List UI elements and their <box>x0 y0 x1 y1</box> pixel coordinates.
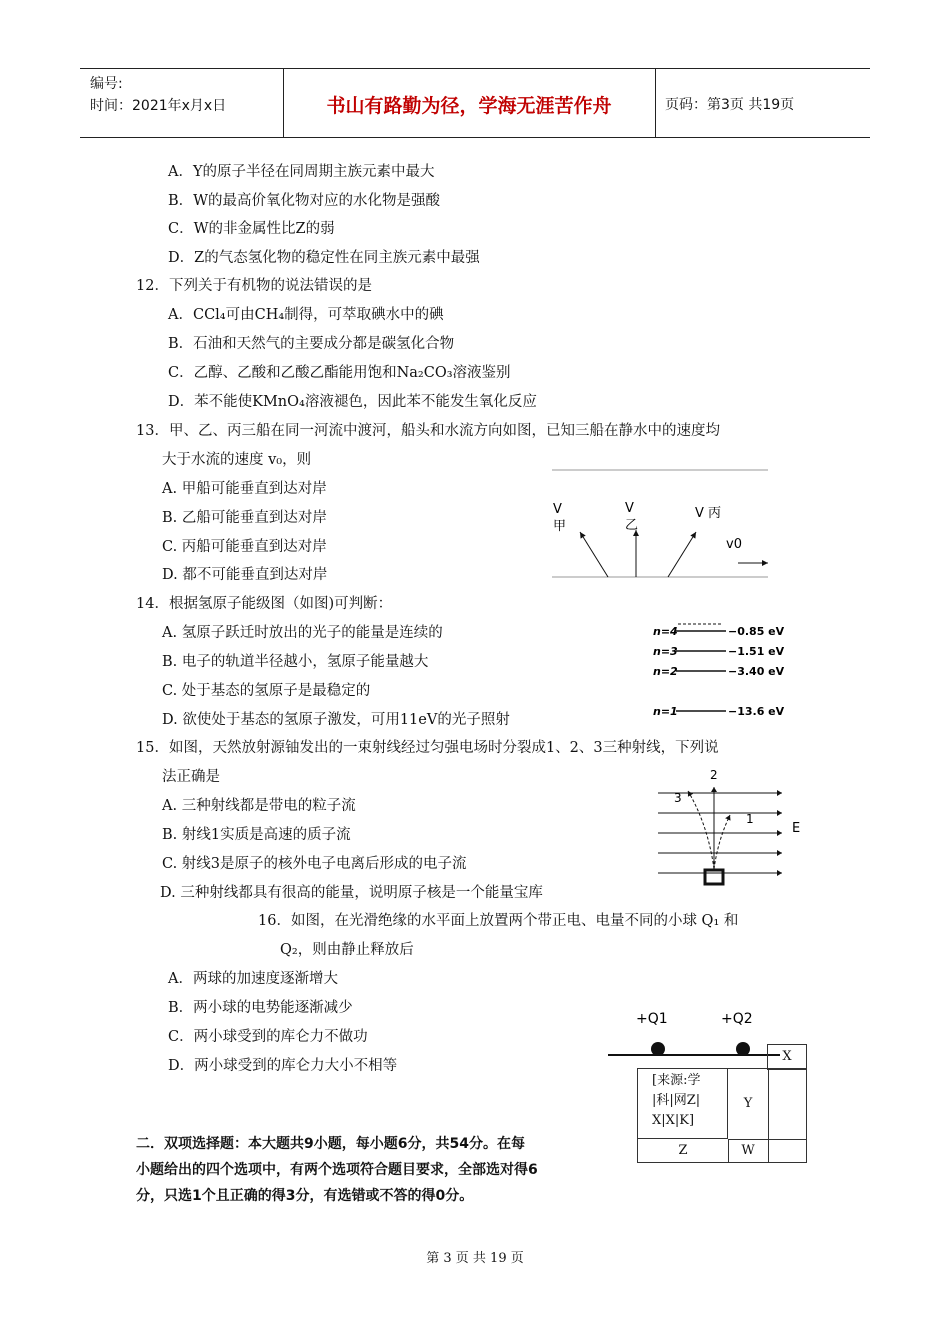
v-yi-label-bottom: 乙 <box>625 518 639 533</box>
q12-option-d: D．苯不能使KMnO₄溶液褪色，因此苯不能发生氧化反应 <box>168 394 537 410</box>
q15-option-a: A. 三种射线都是带电的粒子流 <box>162 798 356 814</box>
q11-option-c: C．W的非金属性比Z的弱 <box>168 221 335 237</box>
q11-option-b: B．W的最高价氧化物对应的水化物是强酸 <box>168 193 441 209</box>
q12-option-a: A．CCl₄可由CH₄制得，可萃取碘水中的碘 <box>168 307 444 323</box>
energy-level-diagram <box>650 615 790 725</box>
table-cell-w <box>728 1139 769 1162</box>
v-bing-label: V 丙 <box>695 506 722 521</box>
q13-option-b: B. 乙船可能垂直到达对岸 <box>162 510 327 526</box>
time-label: 时间：2021年x月x日 <box>90 98 227 114</box>
section2-line1: 二．双项选择题：本大题共9小题，每小题6分，共54分。在每 <box>136 1136 525 1152</box>
ray-1-label: 1 <box>746 812 754 826</box>
v0-label: v0 <box>726 537 742 552</box>
q12-stem: 12．下列关于有机物的说法错误的是 <box>136 278 372 294</box>
q15-stem-line1: 15．如图，天然放射源铀发出的一束射线经过匀强电场时分裂成1、2、3三种射线，下列说 <box>136 740 719 756</box>
field-e-label: E <box>792 821 801 836</box>
q14-option-c: C. 处于基态的氢原子是最稳定的 <box>162 683 371 699</box>
cell-x-text: X <box>782 1049 792 1064</box>
radiation-source-box <box>705 870 723 884</box>
v-jia-label-top: V <box>553 502 562 517</box>
q13-option-c: C. 丙船可能垂直到达对岸 <box>162 539 327 555</box>
q16-option-d: D．两小球受到的库仑力大小不相等 <box>168 1058 398 1074</box>
q14-option-d: D. 欲使处于基态的氢原子激发，可用11eV的光子照射 <box>162 712 510 728</box>
level-energy-label: −1.51 eV <box>728 645 785 658</box>
level-n-label: n=2 <box>653 665 678 678</box>
q2-ball <box>736 1042 750 1056</box>
source-note-line: X|X|K] <box>652 1113 695 1128</box>
header-motto: 书山有路勤为径，学海无涯苦作舟 <box>326 95 612 117</box>
level-energy-label: −13.6 eV <box>728 705 785 718</box>
q15-option-d: D. 三种射线都具有很高的能量，说明原子核是一个能量宝库 <box>160 885 543 901</box>
level-energy-label: −0.85 eV <box>728 625 785 638</box>
code-label: 编号: <box>90 76 123 92</box>
q16-stem-line1: 16．如图，在光滑绝缘的水平面上放置两个带正电、电量不同的小球 Q₁ 和 <box>258 913 739 929</box>
q1-label: +Q1 <box>636 1011 668 1027</box>
header-divider <box>655 69 656 137</box>
header-page-info: 页码：第3页 共19页 <box>665 97 795 113</box>
level-energy-label: −3.40 eV <box>728 665 785 678</box>
charges-figure <box>600 1005 790 1065</box>
ray-2-label: 2 <box>710 768 718 782</box>
ray-1-path <box>714 815 730 869</box>
q12-option-c: C．乙醇、乙酸和乙酸乙酯能用饱和Na₂CO₃溶液鉴别 <box>168 365 511 381</box>
velocity-bing-arrow <box>668 532 696 577</box>
table-cell-empty <box>769 1069 806 1140</box>
source-note-line: [来源:学 <box>652 1073 701 1088</box>
q14-option-a: A. 氢原子跃迁时放出的光子的能量是连续的 <box>162 625 443 641</box>
ray-3-label: 3 <box>674 791 682 805</box>
source-note-line: |科|网Z| <box>652 1093 701 1108</box>
q13-option-d: D. 都不可能垂直到达对岸 <box>162 567 328 583</box>
v-jia-label-bottom: 甲 <box>553 519 567 534</box>
page-footer: 第 3 页 共 19 页 <box>426 1251 524 1266</box>
q12-option-b: B．石油和天然气的主要成分都是碳氢化合物 <box>168 336 455 352</box>
level-n-label: n=4 <box>653 625 678 638</box>
cell-z-text: Z <box>678 1143 688 1158</box>
cell-w-text: W <box>741 1143 755 1158</box>
header-left <box>90 73 226 117</box>
radiation-field-figure <box>650 765 810 890</box>
table-cell-x <box>767 1044 807 1070</box>
q13-stem-line2: 大于水流的速度 v₀，则 <box>162 452 312 468</box>
q13-stem-line1: 13．甲、乙、丙三船在同一河流中渡河，船头和水流方向如图，已知三船在静水中的速度均 <box>136 423 720 439</box>
q11-option-a: A．Y的原子半径在同周期主族元素中最大 <box>168 164 435 180</box>
q15-stem-line2: 法正确是 <box>162 769 220 785</box>
section2-line2: 小题给出的四个选项中，有两个选项符合题目要求，全部选对得6 <box>136 1162 538 1178</box>
q14-stem: 14．根据氢原子能级图（如图)可判断： <box>136 596 393 612</box>
level-n-label: n=1 <box>653 705 678 718</box>
q16-option-a: A．两球的加速度逐渐增大 <box>168 971 338 987</box>
v-yi-label-top: V <box>625 501 634 516</box>
q13-option-a: A. 甲船可能垂直到达对岸 <box>162 481 327 497</box>
q16-option-b: B．两小球的电势能逐渐减少 <box>168 1000 353 1016</box>
table-cell-source <box>638 1069 728 1139</box>
level-n-label: n=3 <box>653 645 678 658</box>
table-cell-z <box>638 1139 729 1162</box>
q11-option-d: D．Z的气态氢化物的稳定性在同主族元素中最强 <box>168 250 480 266</box>
page-header <box>80 68 870 138</box>
river-boats-figure <box>540 462 780 587</box>
q16-option-c: C．两小球受到的库仑力不做功 <box>168 1029 368 1045</box>
q15-option-b: B. 射线1实质是高速的质子流 <box>162 827 351 843</box>
velocity-jia-arrow <box>580 532 608 577</box>
q1-ball <box>651 1042 665 1056</box>
ray-3-path <box>688 791 714 869</box>
element-table <box>637 1068 807 1163</box>
q15-option-c: C. 射线3是原子的核外电子电离后形成的电子流 <box>162 856 467 872</box>
q2-label: +Q2 <box>721 1011 753 1027</box>
cell-y-text: Y <box>743 1096 753 1111</box>
q14-option-b: B. 电子的轨道半径越小，氢原子能量越大 <box>162 654 429 670</box>
section2-line3: 分，只选1个且正确的得3分，有选错或不答的得0分。 <box>136 1188 474 1204</box>
q16-stem-line2: Q₂，则由静止释放后 <box>280 942 414 958</box>
table-cell-y <box>728 1069 769 1140</box>
